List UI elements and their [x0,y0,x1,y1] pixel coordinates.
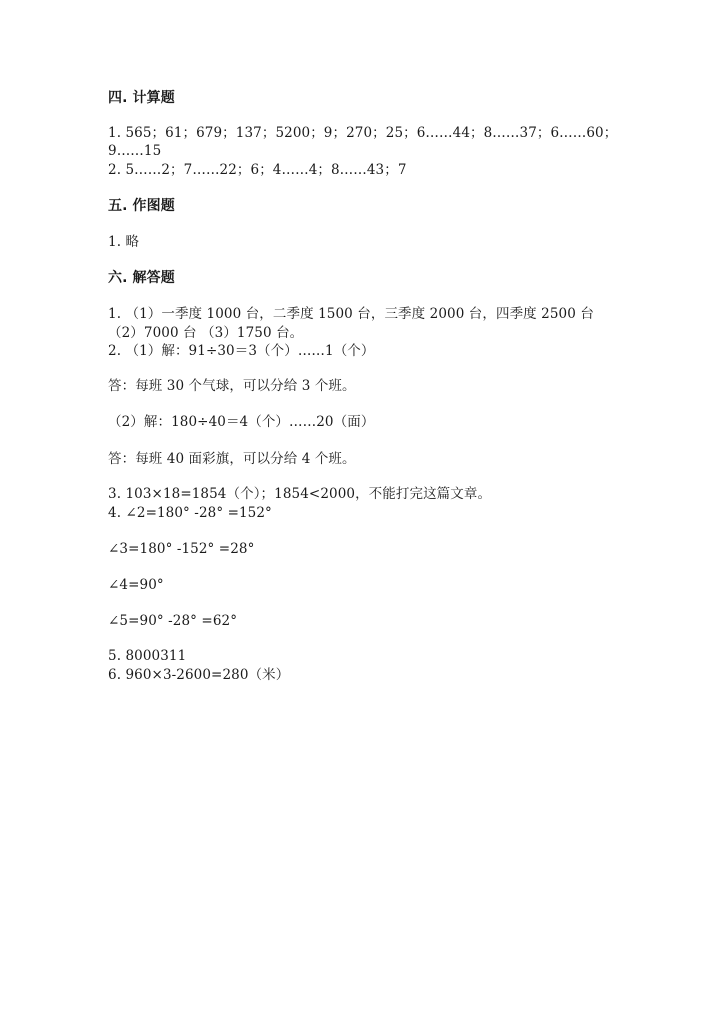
answer-line: 1. 略 [108,234,140,250]
answer-line: 4. ∠2=180° -28° =152° [108,505,272,521]
answer-line: 3. 103×18=1854（个）；1854<2000，不能打完这篇文章。 [108,486,492,502]
section-heading-problem-solving: 六. 解答题 [108,270,175,286]
answer-line: 1. 565；61；679；137；5200；9；270；25；6……44；8……37；6……60； [108,125,618,141]
answer-line: （2）解：180÷40＝4（个）……20（面） [108,414,375,430]
answer-line: 6. 960×3-2600=280（米） [108,667,290,683]
answer-line: 9……15 [108,143,162,159]
answer-line: 1. （1）一季度 1000 台，二季度 1500 台，三季度 2000 台，四季度 2500 台 [108,306,594,322]
answer-line: 5. 8000311 [108,648,187,664]
answer-line: 答：每班 40 面彩旗，可以分给 4 个班。 [108,451,356,467]
answer-line: 2. 5……2；7……22；6；4……4；8……43；7 [108,162,407,178]
answer-line: 答：每班 30 个气球，可以分给 3 个班。 [108,378,356,394]
answer-line: （2）7000 台 （3）1750 台。 [108,325,304,341]
answer-line: 2. （1）解：91÷30＝3（个）……1（个） [108,343,375,359]
section-heading-calculation: 四. 计算题 [108,90,175,106]
answer-line: ∠5=90° -28° =62° [108,613,238,629]
answer-line: ∠4=90° [108,577,164,593]
section-heading-drawing: 五. 作图题 [108,198,175,214]
answer-line: ∠3=180° -152° =28° [108,541,255,557]
